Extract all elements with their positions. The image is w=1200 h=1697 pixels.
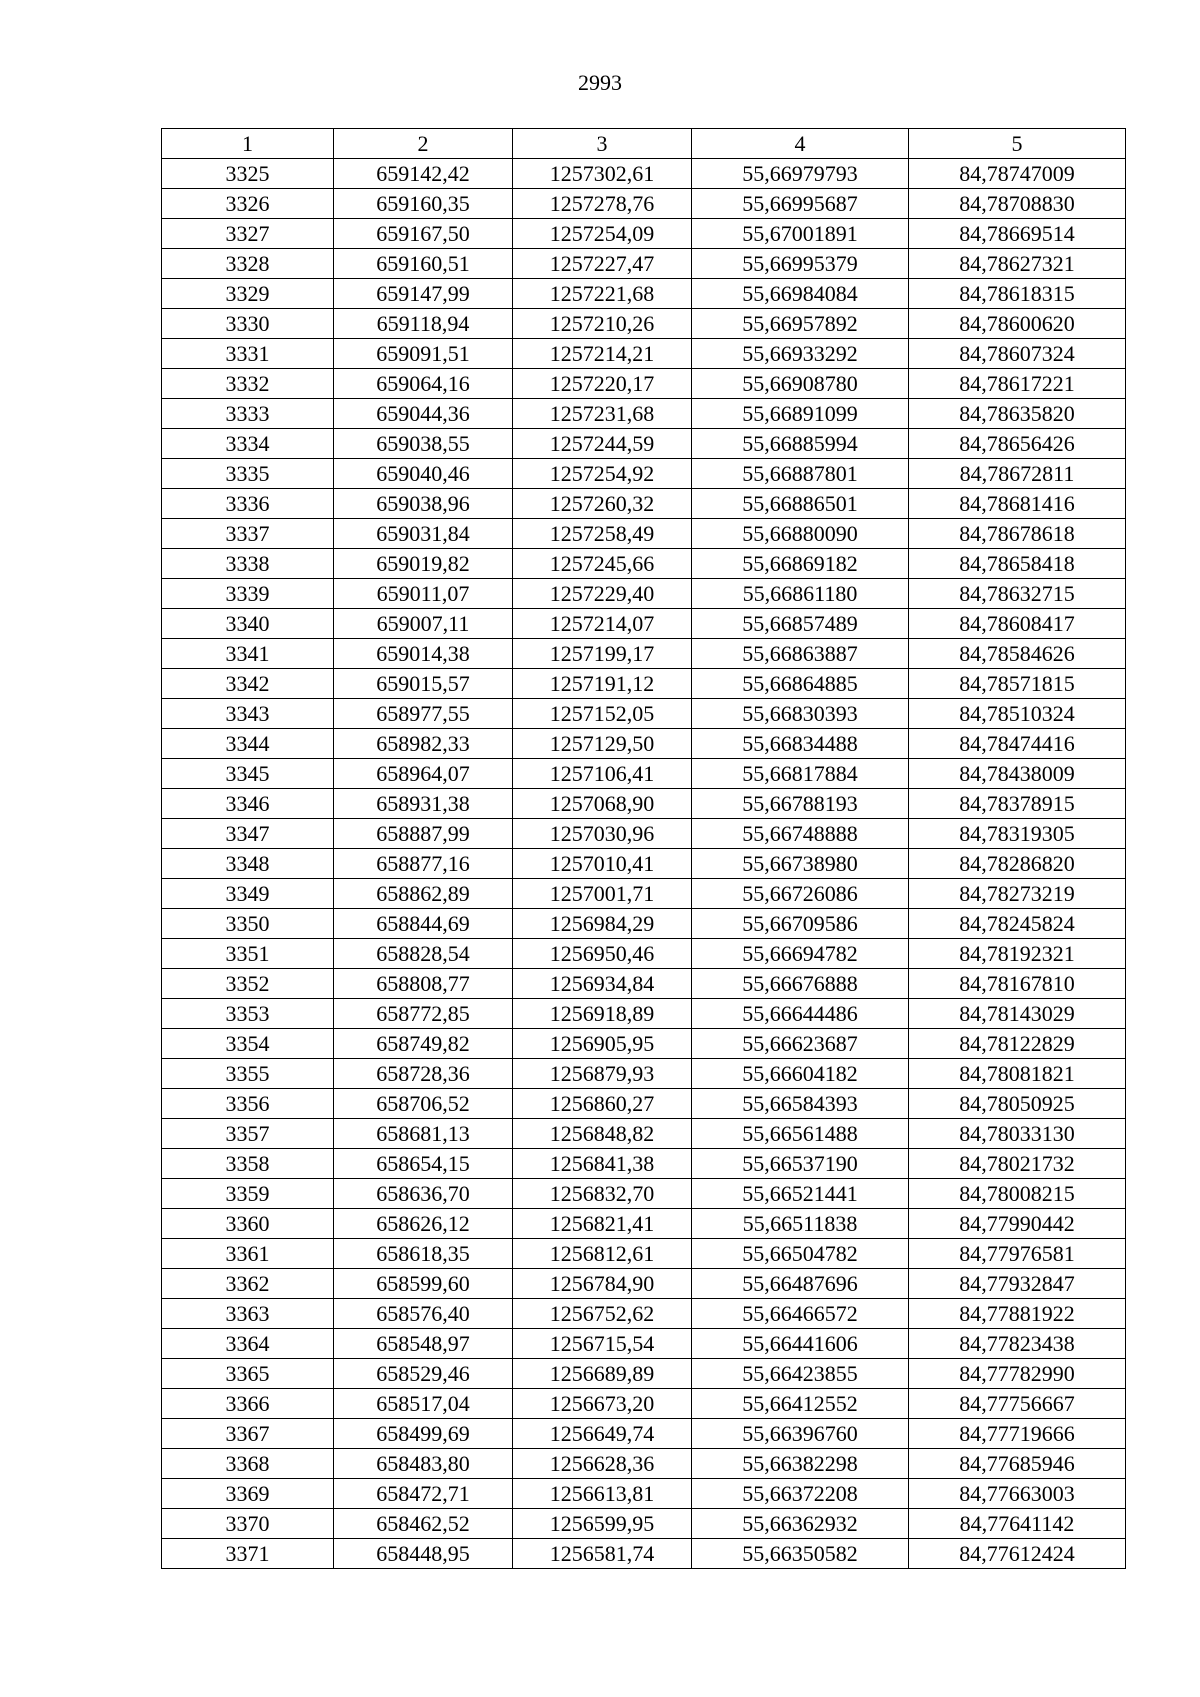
table-cell-col-2: 658462,52 [334, 1509, 513, 1539]
table-cell-col-3: 1256812,61 [513, 1239, 692, 1269]
table-cell-col-1: 3326 [162, 189, 334, 219]
table-cell-col-2: 658862,89 [334, 879, 513, 909]
table-cell-col-3: 1257278,76 [513, 189, 692, 219]
table-cell-col-4: 55,66466572 [692, 1299, 909, 1329]
table-cell-col-2: 658828,54 [334, 939, 513, 969]
table-cell-col-1: 3345 [162, 759, 334, 789]
table-cell-col-1: 3361 [162, 1239, 334, 1269]
table-cell-col-3: 1257258,49 [513, 519, 692, 549]
table-cell-col-4: 55,66886501 [692, 489, 909, 519]
table-cell-col-5: 84,78635820 [909, 399, 1126, 429]
table-cell-col-1: 3352 [162, 969, 334, 999]
table-cell-col-5: 84,77823438 [909, 1329, 1126, 1359]
table-row [162, 369, 1126, 399]
table-cell-col-2: 659031,84 [334, 519, 513, 549]
table-cell-col-4: 55,66979793 [692, 159, 909, 189]
table-cell-col-2: 659167,50 [334, 219, 513, 249]
table-cell-col-1: 3327 [162, 219, 334, 249]
table-cell-col-5: 84,78273219 [909, 879, 1126, 909]
table-cell-col-4: 55,66864885 [692, 669, 909, 699]
table-cell-col-4: 55,66880090 [692, 519, 909, 549]
table-cell-col-5: 84,78669514 [909, 219, 1126, 249]
table-cell-col-1: 3331 [162, 339, 334, 369]
table-cell-col-2: 658728,36 [334, 1059, 513, 1089]
table-row [162, 1089, 1126, 1119]
table-cell-col-2: 658626,12 [334, 1209, 513, 1239]
page-number: 2993 [578, 70, 622, 95]
table-cell-col-4: 55,66350582 [692, 1539, 909, 1569]
table-cell-col-5: 84,78510324 [909, 699, 1126, 729]
table-cell-col-5: 84,78167810 [909, 969, 1126, 999]
table-cell-col-5: 84,78678618 [909, 519, 1126, 549]
table-cell-col-4: 55,66748888 [692, 819, 909, 849]
table-cell-col-1: 3350 [162, 909, 334, 939]
table-cell-col-3: 1257068,90 [513, 789, 692, 819]
table-cell-col-5: 84,78378915 [909, 789, 1126, 819]
table-cell-col-3: 1257244,59 [513, 429, 692, 459]
table-cell-col-3: 1257254,92 [513, 459, 692, 489]
table-cell-col-2: 659014,38 [334, 639, 513, 669]
table-cell-col-4: 55,66423855 [692, 1359, 909, 1389]
table-cell-col-4: 55,66487696 [692, 1269, 909, 1299]
table-cell-col-5: 84,78607324 [909, 339, 1126, 369]
table-cell-col-4: 55,66995379 [692, 249, 909, 279]
table-row [162, 549, 1126, 579]
table-cell-col-5: 84,78021732 [909, 1149, 1126, 1179]
table-cell-col-3: 1256879,93 [513, 1059, 692, 1089]
table-cell-col-5: 84,78245824 [909, 909, 1126, 939]
table-cell-col-1: 3368 [162, 1449, 334, 1479]
table-cell-col-1: 3346 [162, 789, 334, 819]
table-cell-col-1: 3360 [162, 1209, 334, 1239]
table-cell-col-4: 55,66957892 [692, 309, 909, 339]
table-cell-col-5: 84,78747009 [909, 159, 1126, 189]
table-cell-col-2: 658599,60 [334, 1269, 513, 1299]
table-cell-col-1: 3336 [162, 489, 334, 519]
table-cell-col-3: 1256628,36 [513, 1449, 692, 1479]
table-cell-col-1: 3369 [162, 1479, 334, 1509]
table-cell-col-1: 3367 [162, 1419, 334, 1449]
table-cell-col-2: 658472,71 [334, 1479, 513, 1509]
table-cell-col-5: 84,78658418 [909, 549, 1126, 579]
table-cell-col-4: 55,66694782 [692, 939, 909, 969]
table-cell-col-5: 84,77932847 [909, 1269, 1126, 1299]
table-row [162, 1119, 1126, 1149]
table-cell-col-5: 84,77685946 [909, 1449, 1126, 1479]
table-cell-col-2: 659160,35 [334, 189, 513, 219]
table-cell-col-3: 1257106,41 [513, 759, 692, 789]
table-cell-col-4: 55,66995687 [692, 189, 909, 219]
table-row [162, 1509, 1126, 1539]
table-row [162, 339, 1126, 369]
table-cell-col-1: 3351 [162, 939, 334, 969]
table-body [162, 159, 1126, 1569]
table-row [162, 819, 1126, 849]
table-row [162, 1179, 1126, 1209]
table-cell-col-3: 1257199,17 [513, 639, 692, 669]
table-cell-col-4: 55,66788193 [692, 789, 909, 819]
table-cell-col-5: 84,78143029 [909, 999, 1126, 1029]
table-cell-col-3: 1256821,41 [513, 1209, 692, 1239]
table-row [162, 849, 1126, 879]
table-cell-col-1: 3366 [162, 1389, 334, 1419]
table-cell-col-1: 3341 [162, 639, 334, 669]
table-cell-col-2: 658654,15 [334, 1149, 513, 1179]
table-cell-col-2: 658548,97 [334, 1329, 513, 1359]
table-cell-col-5: 84,78192321 [909, 939, 1126, 969]
table-cell-col-3: 1256649,74 [513, 1419, 692, 1449]
table-row [162, 1149, 1126, 1179]
table-cell-col-1: 3339 [162, 579, 334, 609]
table-row [162, 729, 1126, 759]
column-header-1: 1 [162, 129, 334, 159]
table-row [162, 519, 1126, 549]
table-cell-col-2: 659147,99 [334, 279, 513, 309]
table-cell-col-3: 1257227,47 [513, 249, 692, 279]
table-cell-col-2: 659040,46 [334, 459, 513, 489]
table-cell-col-4: 55,66396760 [692, 1419, 909, 1449]
table-cell-col-3: 1256599,95 [513, 1509, 692, 1539]
table-row [162, 219, 1126, 249]
table-cell-col-1: 3330 [162, 309, 334, 339]
table-cell-col-2: 658706,52 [334, 1089, 513, 1119]
table-cell-col-3: 1256934,84 [513, 969, 692, 999]
table-cell-col-3: 1256715,54 [513, 1329, 692, 1359]
table-cell-col-3: 1257030,96 [513, 819, 692, 849]
table-cell-col-2: 658964,07 [334, 759, 513, 789]
table-cell-col-2: 658749,82 [334, 1029, 513, 1059]
table-cell-col-2: 659038,96 [334, 489, 513, 519]
table-cell-col-1: 3328 [162, 249, 334, 279]
table-row [162, 669, 1126, 699]
table-cell-col-2: 659038,55 [334, 429, 513, 459]
table-row [162, 1479, 1126, 1509]
table-cell-col-2: 658499,69 [334, 1419, 513, 1449]
table-row [162, 1209, 1126, 1239]
table-cell-col-2: 658448,95 [334, 1539, 513, 1569]
header-row [162, 129, 1126, 159]
table-cell-col-5: 84,78319305 [909, 819, 1126, 849]
table-cell-col-5: 84,78033130 [909, 1119, 1126, 1149]
table-cell-col-2: 659019,82 [334, 549, 513, 579]
table-cell-col-1: 3364 [162, 1329, 334, 1359]
table-cell-col-2: 658576,40 [334, 1299, 513, 1329]
table-row [162, 429, 1126, 459]
table-cell-col-2: 658483,80 [334, 1449, 513, 1479]
table-cell-col-3: 1257152,05 [513, 699, 692, 729]
table-cell-col-2: 658517,04 [334, 1389, 513, 1419]
table-row [162, 1269, 1126, 1299]
table-cell-col-1: 3344 [162, 729, 334, 759]
table-cell-col-1: 3333 [162, 399, 334, 429]
table-cell-col-4: 55,66834488 [692, 729, 909, 759]
table-cell-col-1: 3347 [162, 819, 334, 849]
table-cell-col-2: 658877,16 [334, 849, 513, 879]
table-cell-col-5: 84,77782990 [909, 1359, 1126, 1389]
table-row [162, 699, 1126, 729]
table-cell-col-3: 1256860,27 [513, 1089, 692, 1119]
table-cell-col-1: 3337 [162, 519, 334, 549]
table-cell-col-4: 55,66869182 [692, 549, 909, 579]
table-cell-col-4: 55,66644486 [692, 999, 909, 1029]
table-row [162, 909, 1126, 939]
table-cell-col-4: 55,66738980 [692, 849, 909, 879]
table-cell-col-4: 55,66372208 [692, 1479, 909, 1509]
table-cell-col-4: 55,66984084 [692, 279, 909, 309]
table-cell-col-2: 659160,51 [334, 249, 513, 279]
table-cell-col-3: 1257214,21 [513, 339, 692, 369]
table-cell-col-5: 84,78050925 [909, 1089, 1126, 1119]
table-cell-col-1: 3358 [162, 1149, 334, 1179]
table-cell-col-3: 1257001,71 [513, 879, 692, 909]
table-cell-col-2: 658636,70 [334, 1179, 513, 1209]
table-cell-col-3: 1257302,61 [513, 159, 692, 189]
table-cell-col-5: 84,78632715 [909, 579, 1126, 609]
table-cell-col-3: 1256673,20 [513, 1389, 692, 1419]
table-cell-col-1: 3343 [162, 699, 334, 729]
table-cell-col-3: 1256784,90 [513, 1269, 692, 1299]
table-row [162, 279, 1126, 309]
table-cell-col-2: 658772,85 [334, 999, 513, 1029]
table-cell-col-4: 55,66863887 [692, 639, 909, 669]
table-cell-col-4: 55,66521441 [692, 1179, 909, 1209]
table-cell-col-4: 55,66584393 [692, 1089, 909, 1119]
table-cell-col-3: 1256689,89 [513, 1359, 692, 1389]
table-cell-col-1: 3340 [162, 609, 334, 639]
table-row [162, 1389, 1126, 1419]
table-row [162, 249, 1126, 279]
table-cell-col-1: 3348 [162, 849, 334, 879]
table-cell-col-4: 55,66623687 [692, 1029, 909, 1059]
table-cell-col-3: 1257210,26 [513, 309, 692, 339]
table-cell-col-2: 659142,42 [334, 159, 513, 189]
table-cell-col-5: 84,78600620 [909, 309, 1126, 339]
table-cell-col-4: 55,66511838 [692, 1209, 909, 1239]
table-cell-col-2: 659064,16 [334, 369, 513, 399]
table-cell-col-5: 84,78672811 [909, 459, 1126, 489]
table-cell-col-1: 3363 [162, 1299, 334, 1329]
table-cell-col-1: 3370 [162, 1509, 334, 1539]
table-cell-col-5: 84,78474416 [909, 729, 1126, 759]
table-cell-col-4: 55,66709586 [692, 909, 909, 939]
table-cell-col-2: 659011,07 [334, 579, 513, 609]
table-cell-col-5: 84,78081821 [909, 1059, 1126, 1089]
table-cell-col-1: 3354 [162, 1029, 334, 1059]
column-header-3: 3 [513, 129, 692, 159]
table-cell-col-2: 658529,46 [334, 1359, 513, 1389]
table-cell-col-1: 3359 [162, 1179, 334, 1209]
table-cell-col-3: 1257214,07 [513, 609, 692, 639]
table-cell-col-4: 55,67001891 [692, 219, 909, 249]
table-cell-col-3: 1256950,46 [513, 939, 692, 969]
table-cell-col-1: 3342 [162, 669, 334, 699]
table-cell-col-5: 84,78286820 [909, 849, 1126, 879]
table-cell-col-4: 55,66412552 [692, 1389, 909, 1419]
table-row [162, 1539, 1126, 1569]
table-cell-col-3: 1257260,32 [513, 489, 692, 519]
table-cell-col-1: 3329 [162, 279, 334, 309]
table-cell-col-5: 84,77756667 [909, 1389, 1126, 1419]
table-cell-col-2: 658808,77 [334, 969, 513, 999]
table-cell-col-3: 1257220,17 [513, 369, 692, 399]
table-cell-col-3: 1256984,29 [513, 909, 692, 939]
table-cell-col-1: 3356 [162, 1089, 334, 1119]
table-row [162, 879, 1126, 909]
table-row [162, 609, 1126, 639]
table-cell-col-5: 84,78617221 [909, 369, 1126, 399]
table-cell-col-2: 659015,57 [334, 669, 513, 699]
table-cell-col-5: 84,78571815 [909, 669, 1126, 699]
table-cell-col-1: 3332 [162, 369, 334, 399]
table-cell-col-3: 1257221,68 [513, 279, 692, 309]
table-cell-col-2: 658681,13 [334, 1119, 513, 1149]
table-cell-col-3: 1256832,70 [513, 1179, 692, 1209]
table-cell-col-1: 3349 [162, 879, 334, 909]
table-cell-col-3: 1257010,41 [513, 849, 692, 879]
table-cell-col-5: 84,78122829 [909, 1029, 1126, 1059]
table-cell-col-3: 1257254,09 [513, 219, 692, 249]
table-cell-col-2: 658844,69 [334, 909, 513, 939]
table-cell-col-4: 55,66830393 [692, 699, 909, 729]
table-cell-col-2: 658982,33 [334, 729, 513, 759]
table-cell-col-4: 55,66857489 [692, 609, 909, 639]
table-cell-col-3: 1257245,66 [513, 549, 692, 579]
table-cell-col-5: 84,78438009 [909, 759, 1126, 789]
table-cell-col-5: 84,78618315 [909, 279, 1126, 309]
table-cell-col-4: 55,66504782 [692, 1239, 909, 1269]
table-cell-col-1: 3334 [162, 429, 334, 459]
table-header [162, 129, 1126, 159]
table-row [162, 579, 1126, 609]
table-cell-col-3: 1256918,89 [513, 999, 692, 1029]
table-cell-col-2: 658887,99 [334, 819, 513, 849]
table-cell-col-2: 659118,94 [334, 309, 513, 339]
table-cell-col-2: 659091,51 [334, 339, 513, 369]
table-cell-col-2: 658618,35 [334, 1239, 513, 1269]
table-row [162, 309, 1126, 339]
table-row [162, 159, 1126, 189]
table-cell-col-1: 3338 [162, 549, 334, 579]
table-cell-col-3: 1256848,82 [513, 1119, 692, 1149]
table-cell-col-5: 84,78584626 [909, 639, 1126, 669]
table-cell-col-2: 658977,55 [334, 699, 513, 729]
table-cell-col-1: 3353 [162, 999, 334, 1029]
table-row [162, 999, 1126, 1029]
table-cell-col-5: 84,78608417 [909, 609, 1126, 639]
table-cell-col-5: 84,77990442 [909, 1209, 1126, 1239]
table-cell-col-3: 1257229,40 [513, 579, 692, 609]
table-row [162, 1419, 1126, 1449]
table-cell-col-5: 84,78008215 [909, 1179, 1126, 1209]
table-cell-col-4: 55,66676888 [692, 969, 909, 999]
table-cell-col-1: 3362 [162, 1269, 334, 1299]
table-row [162, 1239, 1126, 1269]
table-row [162, 639, 1126, 669]
table-row [162, 489, 1126, 519]
table-cell-col-2: 659044,36 [334, 399, 513, 429]
table-cell-col-3: 1256905,95 [513, 1029, 692, 1059]
table-cell-col-5: 84,78656426 [909, 429, 1126, 459]
table-cell-col-5: 84,77719666 [909, 1419, 1126, 1449]
table-cell-col-4: 55,66861180 [692, 579, 909, 609]
table-row [162, 399, 1126, 429]
table-cell-col-4: 55,66441606 [692, 1329, 909, 1359]
table-row [162, 1359, 1126, 1389]
table-row [162, 939, 1126, 969]
table-row [162, 189, 1126, 219]
table-cell-col-4: 55,66908780 [692, 369, 909, 399]
table-cell-col-4: 55,66726086 [692, 879, 909, 909]
table-cell-col-4: 55,66933292 [692, 339, 909, 369]
table-cell-col-4: 55,66887801 [692, 459, 909, 489]
table-row [162, 1299, 1126, 1329]
column-header-5: 5 [909, 129, 1126, 159]
table-cell-col-5: 84,78627321 [909, 249, 1126, 279]
table-cell-col-1: 3335 [162, 459, 334, 489]
table-cell-col-5: 84,77641142 [909, 1509, 1126, 1539]
table-cell-col-1: 3365 [162, 1359, 334, 1389]
table-cell-col-4: 55,66885994 [692, 429, 909, 459]
table-cell-col-4: 55,66362932 [692, 1509, 909, 1539]
table-cell-col-1: 3325 [162, 159, 334, 189]
table-cell-col-2: 659007,11 [334, 609, 513, 639]
table-cell-col-4: 55,66561488 [692, 1119, 909, 1149]
table-cell-col-5: 84,77881922 [909, 1299, 1126, 1329]
table-row [162, 789, 1126, 819]
table-cell-col-3: 1256841,38 [513, 1149, 692, 1179]
table-cell-col-3: 1256613,81 [513, 1479, 692, 1509]
table-cell-col-5: 84,78681416 [909, 489, 1126, 519]
table-row [162, 459, 1126, 489]
table-cell-col-3: 1256581,74 [513, 1539, 692, 1569]
table-cell-col-1: 3357 [162, 1119, 334, 1149]
table-row [162, 1059, 1126, 1089]
table-cell-col-3: 1256752,62 [513, 1299, 692, 1329]
table-cell-col-3: 1257191,12 [513, 669, 692, 699]
table-cell-col-2: 658931,38 [334, 789, 513, 819]
table-row [162, 969, 1126, 999]
table-cell-col-5: 84,77663003 [909, 1479, 1126, 1509]
table-row [162, 759, 1126, 789]
table-row [162, 1449, 1126, 1479]
table-cell-col-5: 84,77612424 [909, 1539, 1126, 1569]
table-cell-col-4: 55,66817884 [692, 759, 909, 789]
table-cell-col-1: 3371 [162, 1539, 334, 1569]
table-cell-col-5: 84,78708830 [909, 189, 1126, 219]
table-cell-col-3: 1257231,68 [513, 399, 692, 429]
table-row [162, 1329, 1126, 1359]
table-cell-col-4: 55,66891099 [692, 399, 909, 429]
table-cell-col-5: 84,77976581 [909, 1239, 1126, 1269]
table-cell-col-3: 1257129,50 [513, 729, 692, 759]
coordinates-table [161, 128, 1126, 1569]
column-header-2: 2 [334, 129, 513, 159]
column-header-4: 4 [692, 129, 909, 159]
table-cell-col-4: 55,66537190 [692, 1149, 909, 1179]
table-row [162, 1029, 1126, 1059]
table-cell-col-4: 55,66382298 [692, 1449, 909, 1479]
table-cell-col-4: 55,66604182 [692, 1059, 909, 1089]
table-cell-col-1: 3355 [162, 1059, 334, 1089]
